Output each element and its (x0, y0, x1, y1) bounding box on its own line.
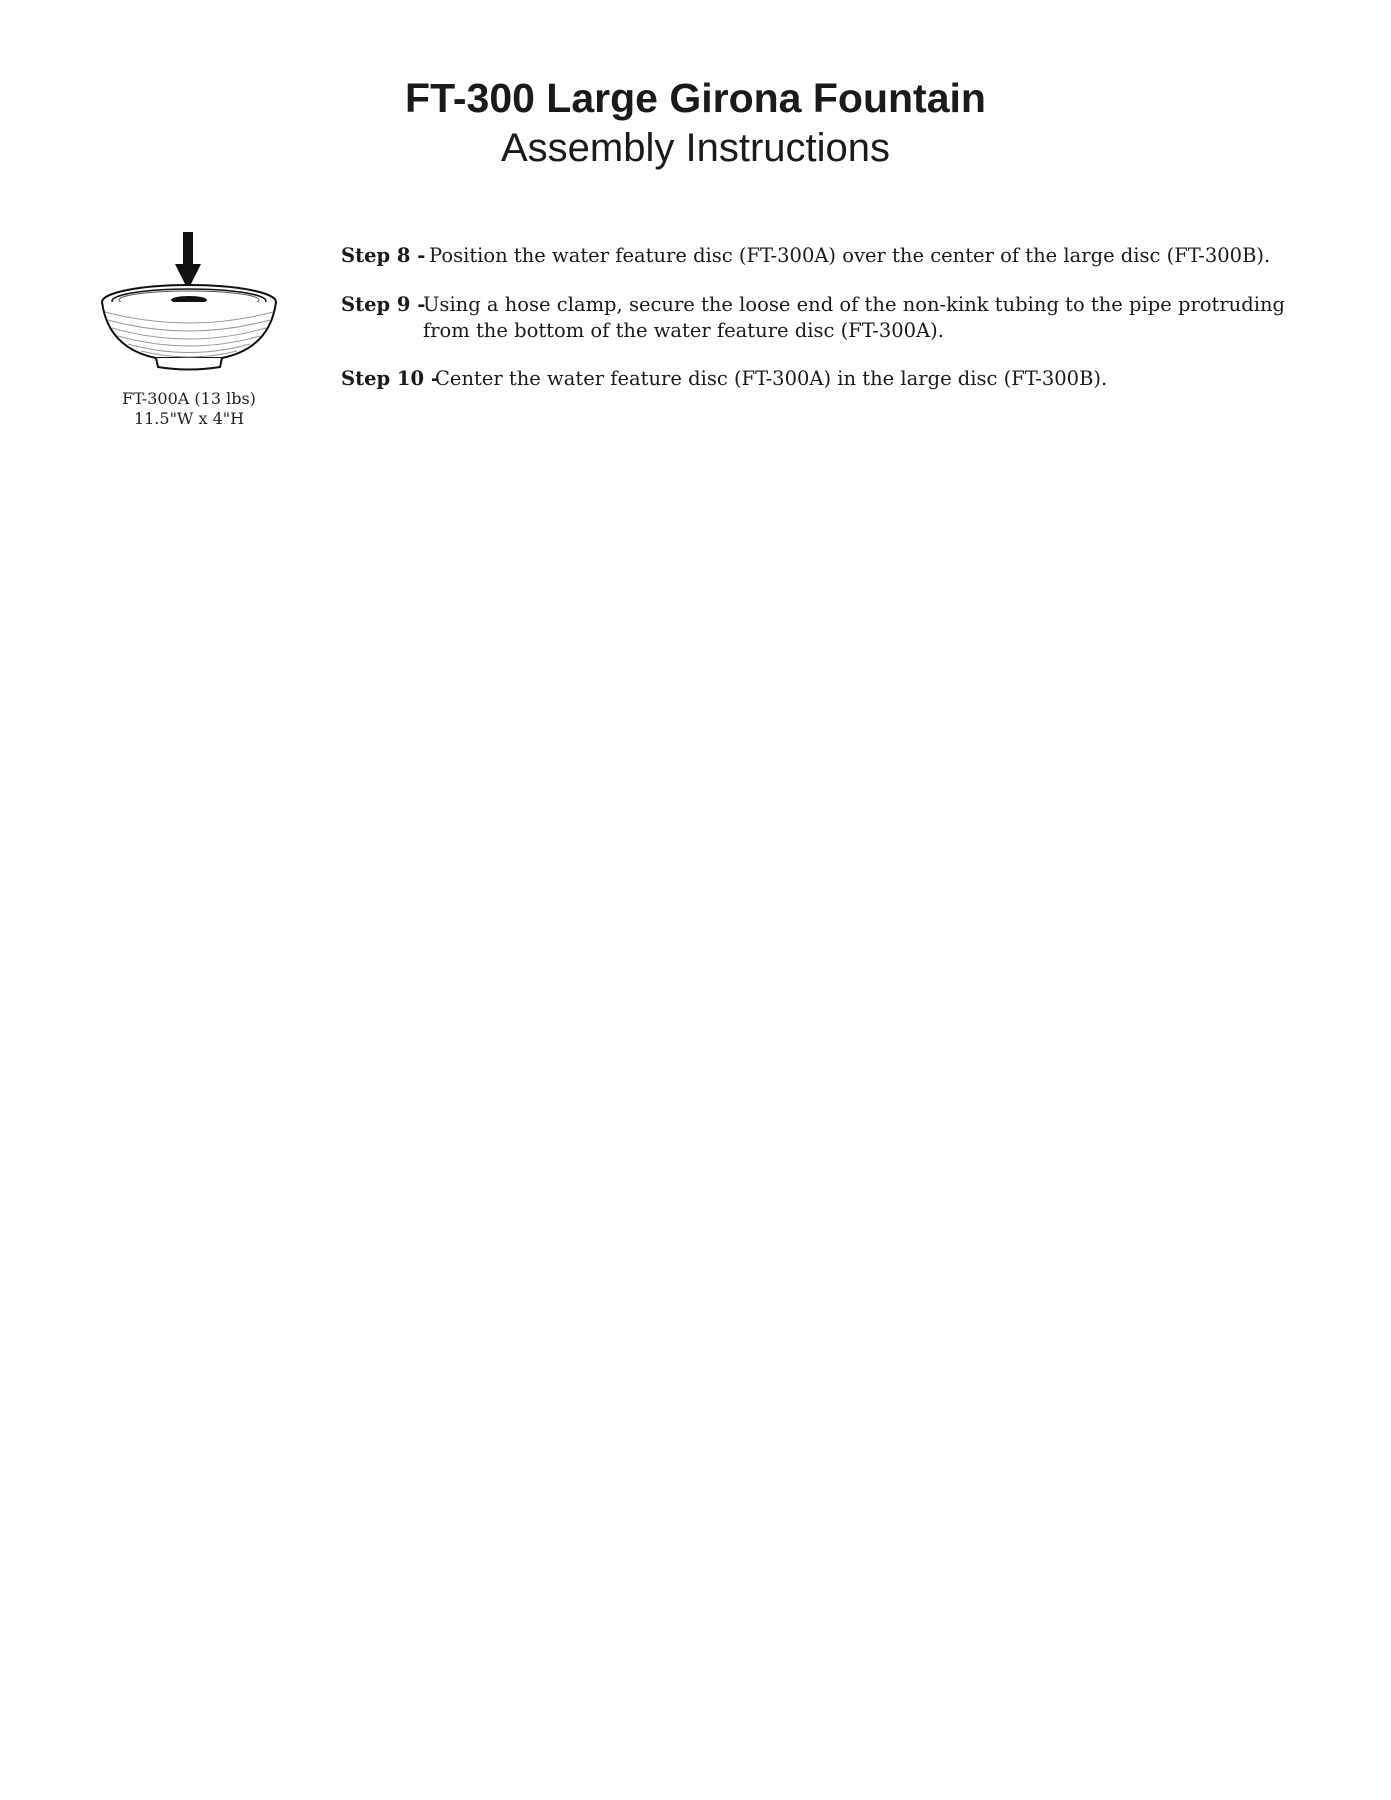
step-text: Using a hose clamp, secure the loose end of the non-kink tubing to the pipe protruding (423, 293, 1285, 316)
step-text: Center the water feature disc (FT-300A) in the large disc (FT-300B). (435, 367, 1108, 390)
step-text-continued: from the bottom of the water feature disc (FT-300A). (423, 319, 944, 342)
figure-caption-name: FT-300A (13 lbs) (122, 389, 256, 408)
fountain-bowl-with-down-arrow-icon (96, 230, 282, 380)
document-title: FT-300 Large Girona Fountain (405, 75, 986, 121)
step-label: Step 10 - (341, 367, 439, 390)
step-label: Step 9 - (341, 293, 426, 316)
step-text: Position the water feature disc (FT-300A) over the center of the large disc (FT-300B). (429, 244, 1271, 267)
step-label: Step 8 - (341, 244, 426, 267)
figure-caption-dimensions: 11.5"W x 4"H (133, 409, 245, 428)
document-subtitle: Assembly Instructions (500, 126, 891, 170)
